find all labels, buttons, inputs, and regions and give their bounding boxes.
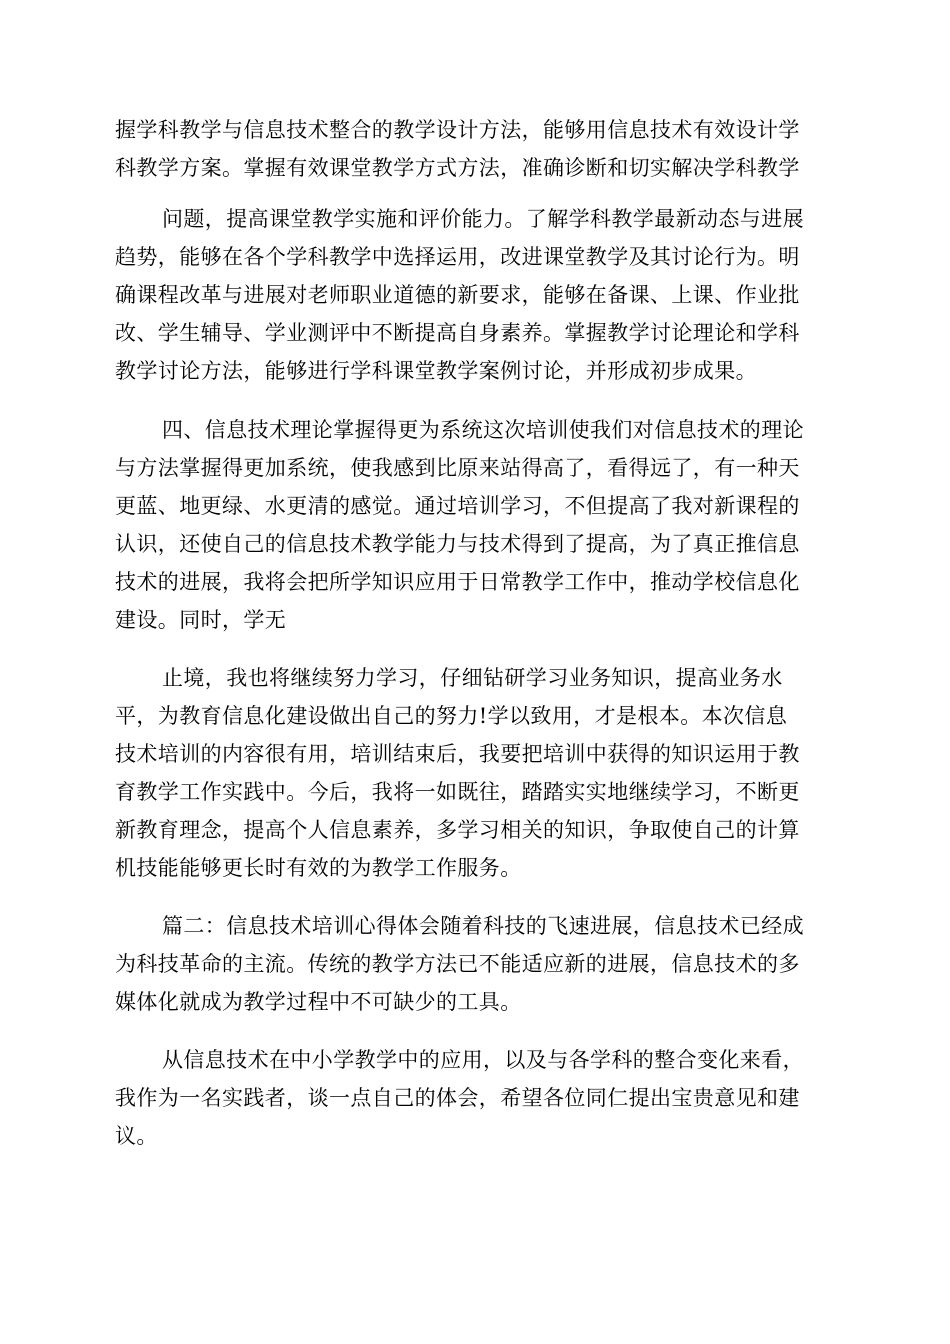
- paragraph-3-line-5: 技术的进展，我将会把所学知识应用于日常教学工作中，推动学校信息化: [115, 570, 800, 594]
- paragraph-6-line-1: 从信息技术在中小学教学中的应用，以及与各学科的整合变化来看，: [162, 1048, 804, 1072]
- paragraph-4-line-1: 止境，我也将继续努力学习，仔细钻研学习业务知识，提高业务水: [162, 666, 783, 690]
- paragraph-2-line-2: 趋势，能够在各个学科教学中选择运用，改进课堂教学及其讨论行为。明: [115, 245, 800, 269]
- paragraph-6-line-3: 议。: [115, 1124, 158, 1148]
- paragraph-2-line-5: 教学讨论方法，能够进行学科课堂教学案例讨论，并形成初步成果。: [115, 359, 757, 383]
- paragraph-3-line-4: 认识，还使自己的信息技术教学能力与技术得到了提高，为了真正推信息: [115, 532, 800, 556]
- paragraph-2-line-4: 改、学生辅导、学业测评中不断提高自身素养。掌握教学讨论理论和学科: [115, 321, 800, 345]
- paragraph-1-line-1: 握学科教学与信息技术整合的教学设计方法，能够用信息技术有效设计学: [115, 118, 800, 142]
- paragraph-4-line-4: 育教学工作实践中。今后，我将一如既往，踏踏实实地继续学习，不断更: [115, 780, 800, 804]
- paragraph-5-line-2: 为科技革命的主流。传统的教学方法已不能适应新的进展，信息技术的多: [115, 952, 800, 976]
- paragraph-2-line-1: 问题，提高课堂教学实施和评价能力。了解学科教学最新动态与进展: [162, 207, 804, 231]
- paragraph-4-line-6: 机技能能够更长时有效的为教学工作服务。: [115, 856, 522, 880]
- paragraph-1-line-2: 科教学方案。掌握有效课堂教学方式方法，准确诊断和切实解决学科教学: [115, 156, 800, 180]
- paragraph-5-line-3: 媒体化就成为教学过程中不可缺少的工具。: [115, 990, 522, 1014]
- paragraph-6-line-2: 我作为一名实践者，谈一点自己的体会，希望各位同仁提出宝贵意见和建: [115, 1086, 800, 1110]
- paragraph-2-line-3: 确课程改革与进展对老师职业道德的新要求，能够在备课、上课、作业批: [115, 283, 800, 307]
- paragraph-3-line-6: 建设。同时，学无: [115, 608, 287, 632]
- paragraph-4-line-3: 技术培训的内容很有用，培训结束后，我要把培训中获得的知识运用于教: [115, 742, 800, 766]
- paragraph-5-line-1: 篇二：信息技术培训心得体会随着科技的飞速进展，信息技术已经成: [162, 914, 804, 938]
- paragraph-3-line-3: 更蓝、地更绿、水更清的感觉。通过培训学习，不但提高了我对新课程的: [115, 494, 800, 518]
- paragraph-4-line-5: 新教育理念，提高个人信息素养，多学习相关的知识，争取使自己的计算: [115, 818, 800, 842]
- paragraph-3-line-2: 与方法掌握得更加系统，使我感到比原来站得高了，看得远了，有一种天: [115, 456, 800, 480]
- paragraph-3-line-1: 四、信息技术理论掌握得更为系统这次培训使我们对信息技术的理论: [162, 418, 804, 442]
- paragraph-4-line-2: 平，为教育信息化建设做出自己的努力!学以致用，才是根本。本次信息: [115, 704, 788, 728]
